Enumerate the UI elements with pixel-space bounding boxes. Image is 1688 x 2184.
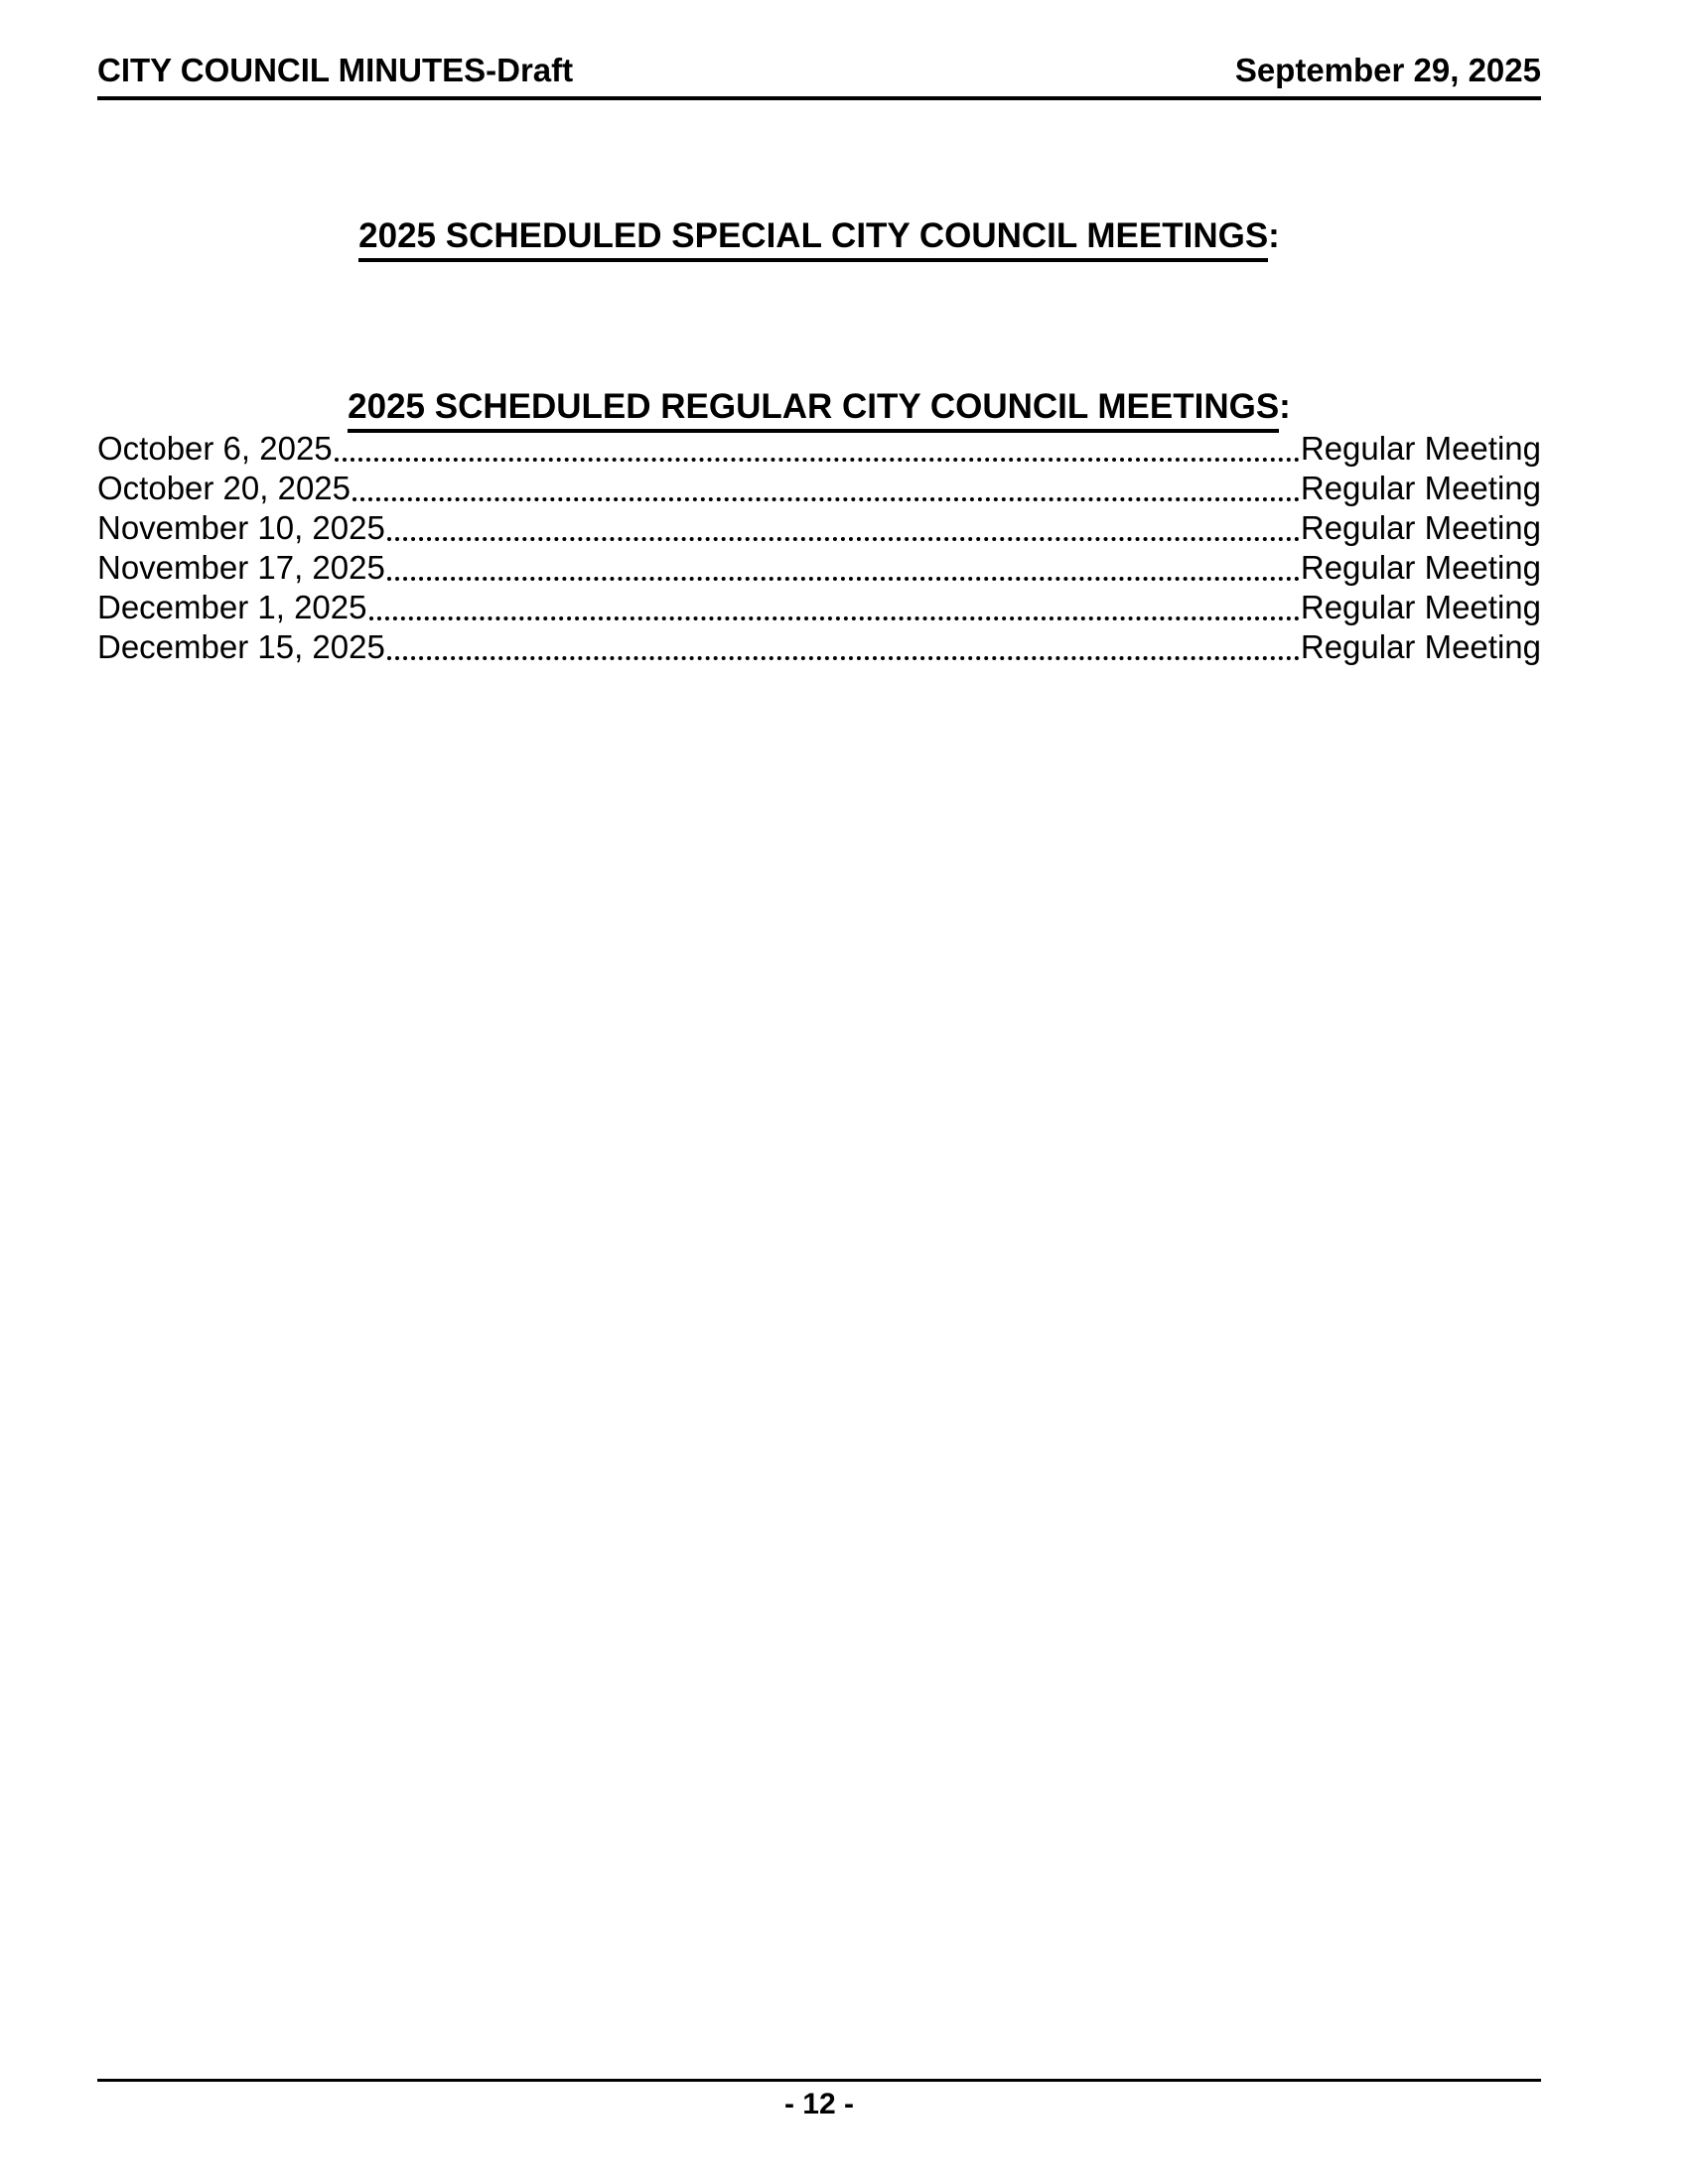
special-meetings-heading-text: 2025 SCHEDULED SPECIAL CITY COUNCIL MEETINGS [358, 216, 1268, 262]
dot-leader [352, 497, 1300, 501]
special-meetings-heading-colon: : [1268, 216, 1280, 255]
dot-leader [387, 577, 1300, 581]
meeting-date: October 20, 2025 [97, 470, 352, 506]
dot-leader [369, 616, 1300, 620]
page-number: - 12 - [783, 2088, 855, 2120]
meeting-type: Regular Meeting [1300, 628, 1541, 665]
document-footer [97, 2079, 1541, 2121]
meeting-date: December 15, 2025 [97, 628, 385, 665]
dot-leader [335, 458, 1300, 462]
meeting-date: October 6, 2025 [97, 430, 333, 467]
meeting-row [97, 627, 1541, 666]
meeting-type: Regular Meeting [1300, 470, 1541, 506]
regular-meetings-heading [97, 387, 1541, 427]
meeting-type: Regular Meeting [1300, 549, 1541, 586]
document-header [97, 52, 1541, 100]
meeting-row [97, 508, 1541, 547]
header-date: September 29, 2025 [1234, 52, 1541, 88]
meeting-type: Regular Meeting [1300, 509, 1541, 546]
dot-leader [387, 537, 1300, 541]
regular-meetings-heading-colon: : [1279, 387, 1291, 426]
meeting-date: November 17, 2025 [97, 549, 385, 586]
footer-rule [97, 2079, 1541, 2082]
meeting-row [97, 429, 1541, 468]
special-meetings-heading [97, 216, 1541, 256]
meeting-date: November 10, 2025 [97, 509, 385, 546]
regular-meetings-list [97, 429, 1541, 667]
meeting-row [97, 469, 1541, 507]
meeting-row [97, 548, 1541, 587]
regular-meetings-heading-text: 2025 SCHEDULED REGULAR CITY COUNCIL MEETINGS [348, 387, 1279, 433]
meeting-type: Regular Meeting [1300, 589, 1541, 625]
meeting-row [97, 588, 1541, 626]
meeting-type: Regular Meeting [1300, 430, 1541, 467]
dot-leader [387, 656, 1300, 660]
header-title: CITY COUNCIL MINUTES-Draft [97, 52, 574, 88]
meeting-date: December 1, 2025 [97, 589, 367, 625]
